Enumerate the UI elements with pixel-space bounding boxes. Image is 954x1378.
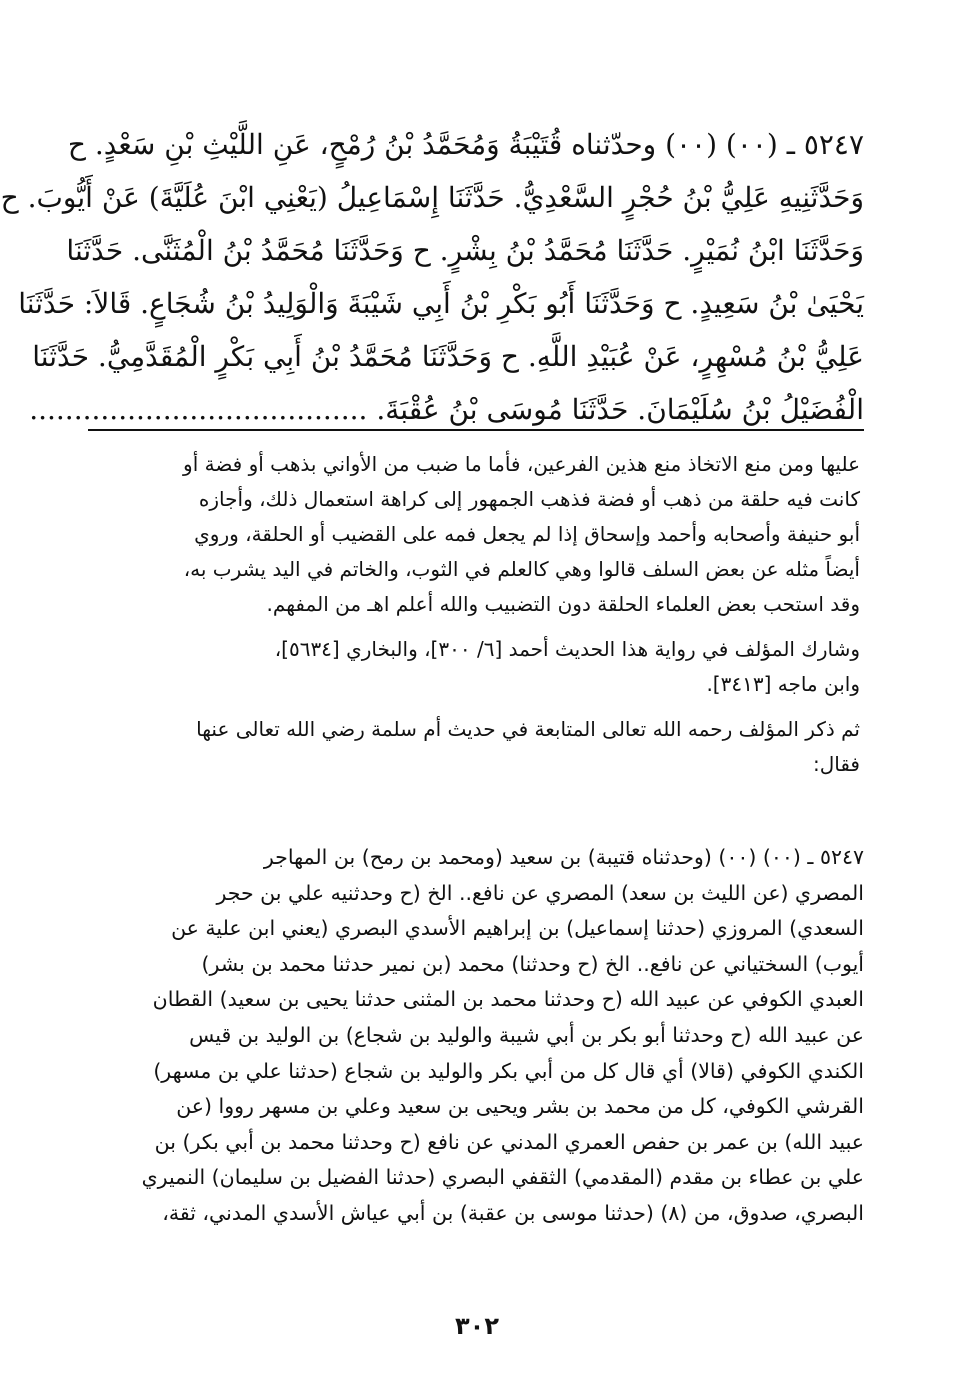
hadith-line: وَحَدَّثَنَا ابْنُ نُمَيْرٍ. حَدَّثَنَا مُحَمَّدُ بْنُ بِشْرٍ. ح وَحَدَّثَنَا مُحَمَّدُ بْنُ الْمُثَنَّى. حَدَّثَنَا: [66, 234, 864, 267]
footnote-line: وابن ماجه [٣٤١٣].: [706, 672, 860, 696]
hadith-line: يَحْيَىٰ بْنُ سَعِيدٍ. ح وَحَدَّثَنَا أَبُو بَكْرِ بْنُ أَبِي شَيْبَةَ وَالْوَلِيدُ بْنُ شُجَاعٍ. قَالاَ: حَدَّثَنَا: [18, 287, 864, 320]
footnote-line: كانت فيه حلقة من ذهب أو فضة فذهب الجمهور إلى كراهة استعمال ذلك، وأجازه: [198, 487, 860, 511]
commentary-line: أيوب) السختياني عن نافع.. الخ (ح وحدثنا) محمد (بن نمير حدثنا محمد بن بشر): [201, 951, 864, 976]
page-number: ٣٠٢: [455, 1312, 499, 1340]
hadith-line-text: الْفُضَيْلُ بْنُ سُلَيْمَانَ. حَدَّثَنَا مُوسَى بْنُ عُقْبَةَ.: [376, 393, 864, 426]
commentary-line: القرشي الكوفي، كل من محمد بن بشر ويحيى بن سعيد وعلي بن مسهر رووا (عن: [176, 1094, 864, 1119]
commentary-line: السعدي) المروزي (حدثنا إسماعيل) بن إبراهيم الأسدي البصري (يعني ابن علية عن: [171, 916, 864, 941]
commentary-line: ٥٢٤٧ ـ (٠٠) (٠٠) (وحدثناه قتيبة) بن سعيد (ومحمد بن رمح) بن المهاجر: [263, 845, 864, 869]
footnote-line: أبو حنيفة وأصحابه وأحمد وإسحاق إذا لم يجعل فمه على القضيب أو الحلقة، وروي: [194, 522, 860, 546]
hadith-line: عَلِيُّ بْنُ مُسْهِرٍ، عَنْ عُبَيْدِ اللَّهِ. ح وَحَدَّثَنَا مُحَمَّدُ بْنُ أَبِي بَكْرٍ الْمُقَدَّمِيُّ. حَدَّثَنَا: [32, 340, 864, 373]
footnote-line: ثم ذكر المؤلف رحمه الله تعالى المتابعة في حديث أم سلمة رضي الله تعالى عنها: [196, 717, 860, 741]
commentary-section: [92, 840, 864, 1232]
commentary-line: علي بن عطاء بن مقدم (المقدمي) الثقفي البصري (حدثنا الفضيل بن سليمان) النميري: [141, 1165, 864, 1190]
commentary-line: عن عبيد الله (ح وحدثنا أبو بكر بن أبي شيبة والوليد بن شجاع) بن الوليد بن قيس: [189, 1022, 864, 1047]
footnote-paragraph-1: [92, 447, 860, 622]
footnote-paragraph-2: [92, 632, 860, 702]
commentary-line: عبيد الله) بن عمر بن حفص العمري المدني عن نافع (ح وحدثنا محمد بن أبي بكر) بن: [154, 1129, 864, 1154]
commentary-line: البصري، صدوق، من (٨) (حدثنا موسى بن عقبة) بن أبي عياش الأسدي المدني، ثقة،: [162, 1200, 864, 1225]
commentary-line: العبدي الكوفي عن عبيد الله (ح وحدثنا محمد بن المثنى حدثنا يحيى بن سعيد) القطان: [152, 987, 864, 1012]
footnote-line: عليها ومن منع الاتخاذ منع هذين الفرعين، فأما ما ضبب من الأواني بذهب أو فضة أو: [183, 452, 860, 476]
footnote-line: أيضاً مثله عن بعض السلف قالوا وهي كالعلم في الثوب، والخاتم في اليد يشرب به،: [183, 557, 860, 581]
footnote-paragraph-3: [92, 712, 860, 782]
trailing-dots: ......................................: [29, 393, 368, 426]
hadith-line: وَحَدَّثَنِيهِ عَلِيُّ بْنُ حُجْرٍ السَّعْدِيُّ. حَدَّثَنَا إِسْمَاعِيلُ (يَعْنِي ابْنَ عُلَيَّةَ) عَنْ أَيُّوبَ. ح: [0, 181, 864, 214]
hadith-text: [0, 118, 864, 436]
separator-rule: [88, 429, 864, 431]
commentary-line: الكندي الكوفي (قالا) أي قال كل من أبي بكر والوليد بن شجاع (حدثنا علي بن مسهر): [153, 1058, 864, 1083]
commentary-line: المصري (عن الليث بن سعد) المصري عن نافع.. الخ (ح وحدثنيه علي بن حجر: [216, 880, 864, 905]
footnote-line: وشارك المؤلف في رواية هذا الحديث أحمد [٦/ ٣٠٠]، والبخاري [٥٦٣٤]،: [274, 637, 860, 661]
hadith-line: ٥٢٤٧ ـ (٠٠) (٠٠) وحدّثناه قُتَيْبَةُ وَمُحَمَّدُ بْنُ رُمْحٍ، عَنِ اللَّيْثِ بْنِ سَعْدٍ. ح: [67, 128, 864, 161]
footnote-line: فقال:: [812, 752, 860, 776]
footnote-section: [92, 447, 860, 792]
footnote-line: وقد استحب بعض العلماء الحلقة دون التضبيب والله أعلم اهـ من المفهم.: [266, 592, 860, 616]
